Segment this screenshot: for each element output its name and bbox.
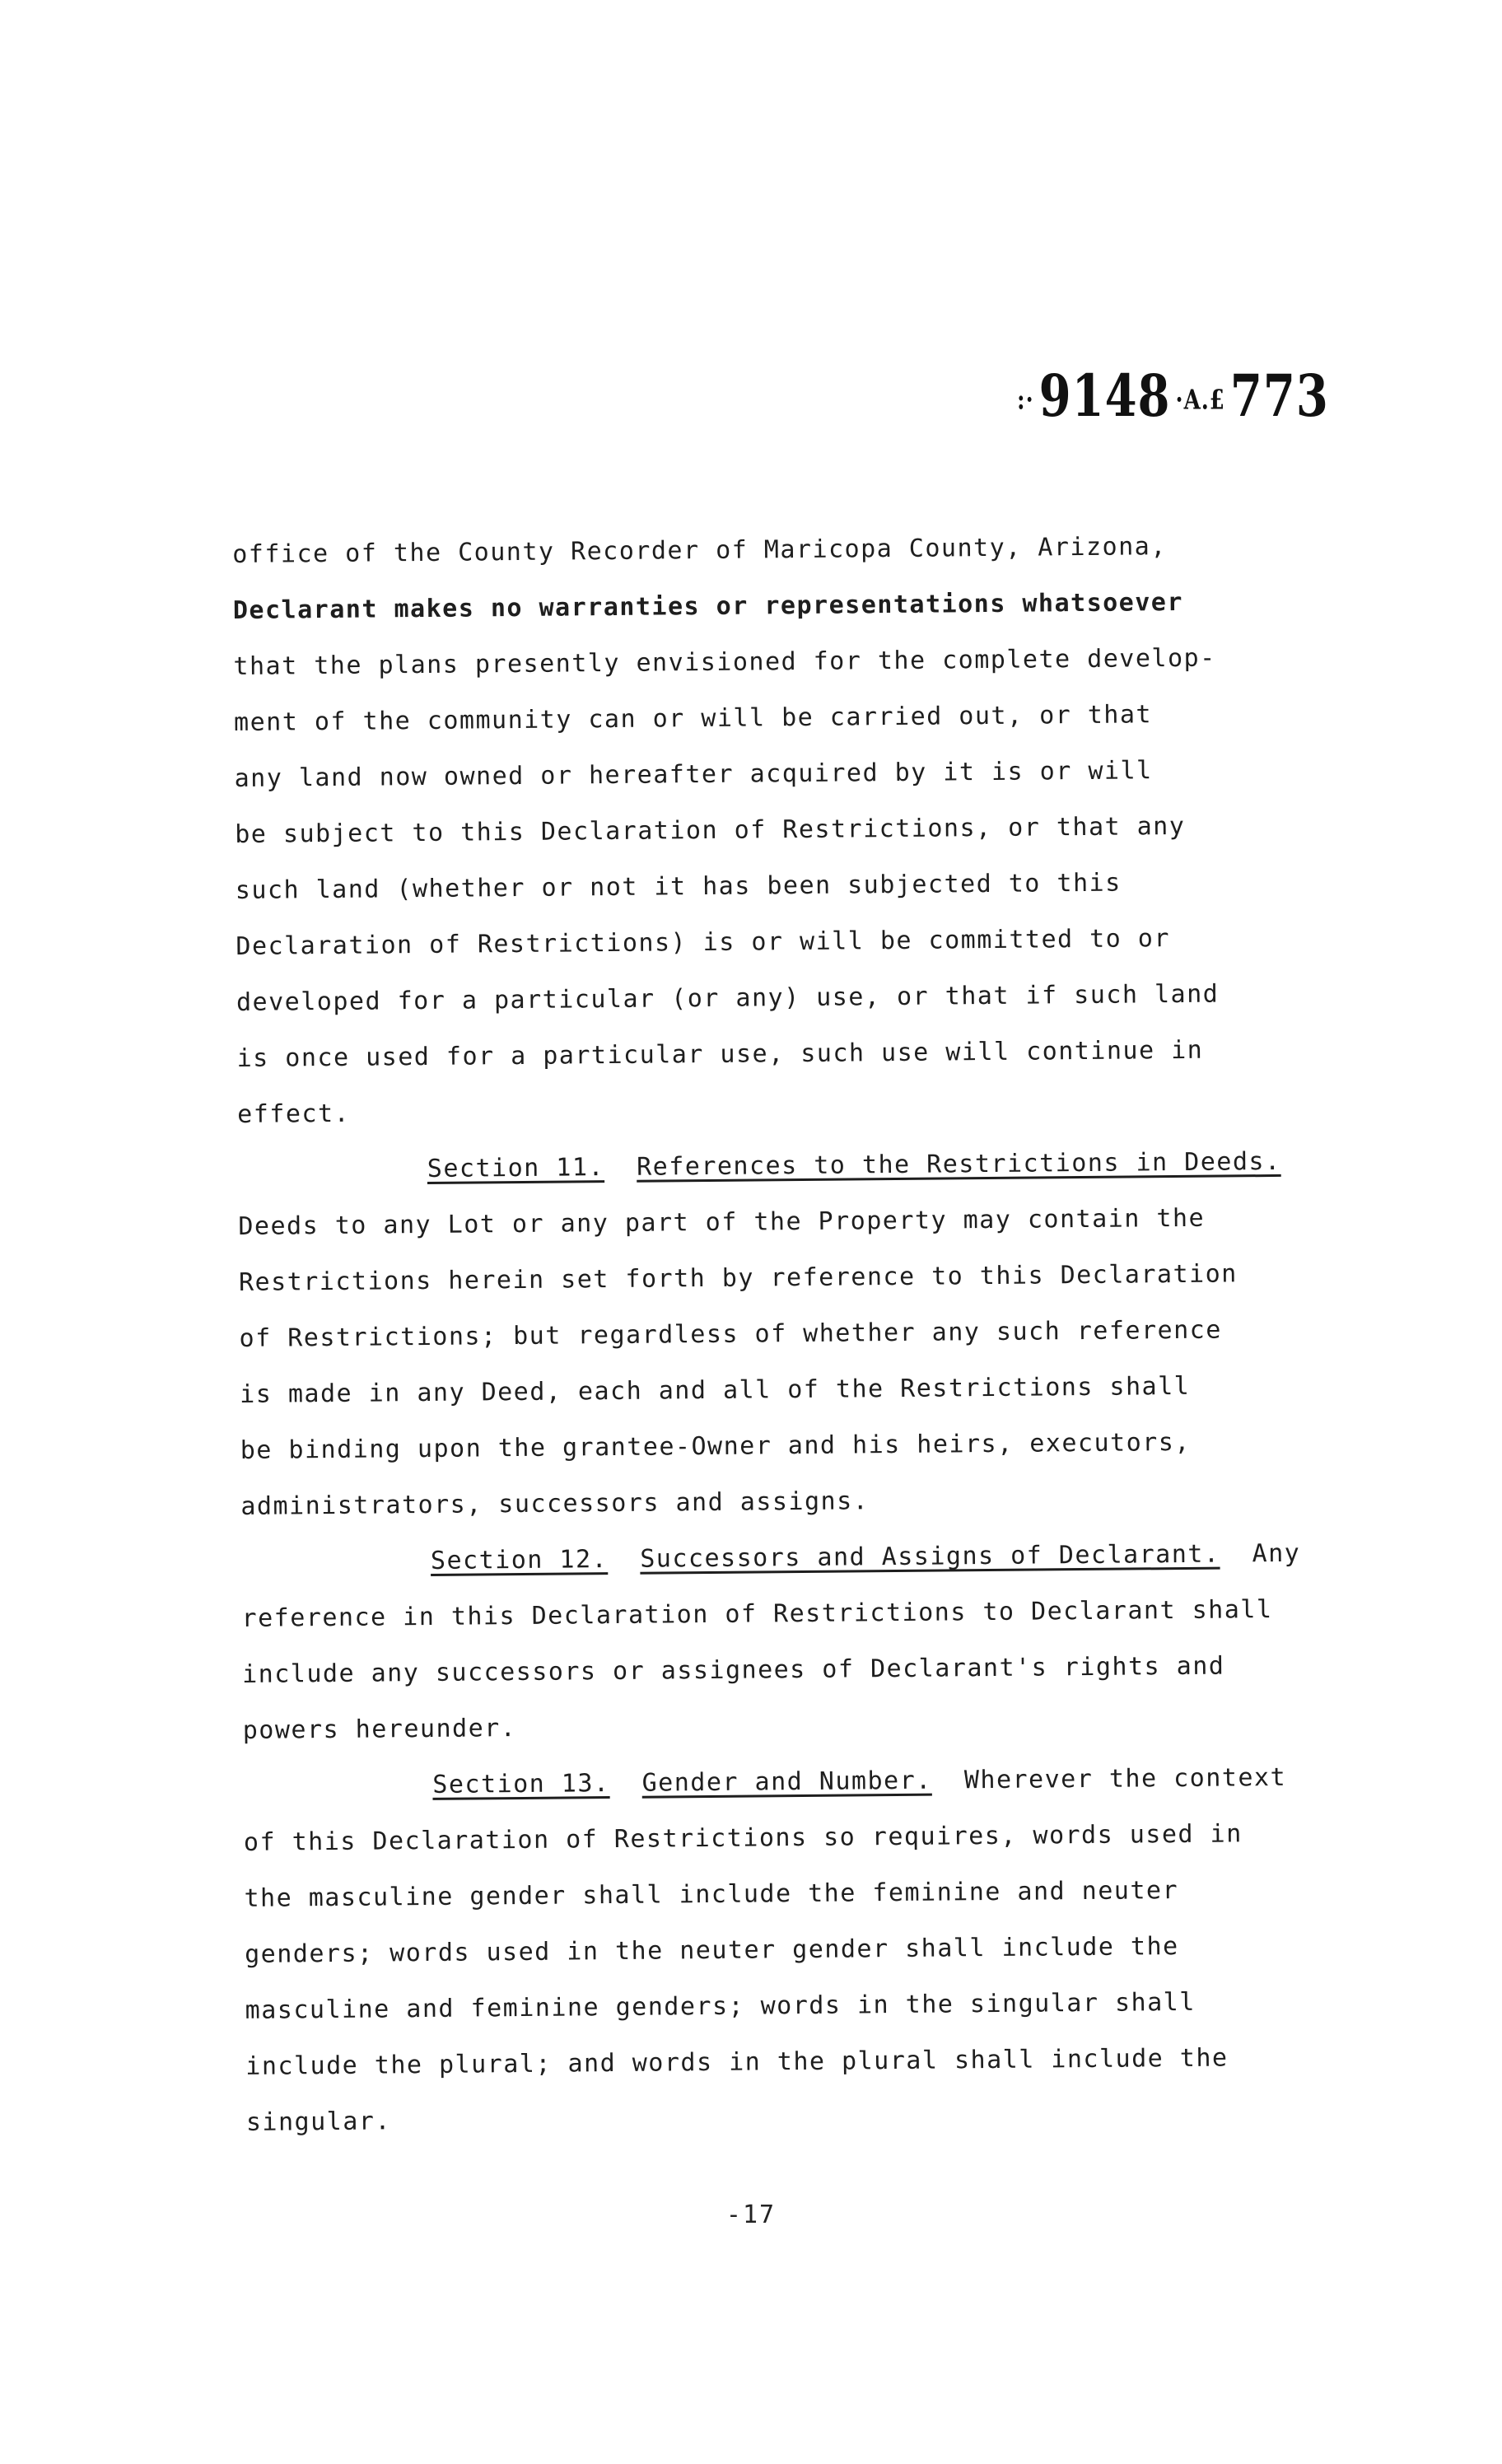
section-12-number: Section 12. [430,1545,609,1575]
body-line: masculine and feminine genders; words in the singular shall [245,1987,1196,2025]
section-13-number: Section 13. [432,1769,610,1799]
body-line: developed for a particular (or any) use, or that if such land [236,979,1220,1017]
body-line: include any successors or assignees of Declarant's rights and [242,1651,1225,1689]
page-number: -17 [725,2200,777,2229]
section-12-heading [241,1525,1370,1591]
body-line: of Restrictions; but regardless of whether any such reference [239,1315,1222,1353]
body-line: singular. [245,2107,392,2137]
body-line-bold: Declarant makes no warranties or representations whatsoever [232,587,1184,625]
stamp-page-number: 773 [1229,362,1329,431]
section-12-title: Successors and Assigns of Declarant. [640,1539,1220,1574]
body-line: such land (whether or not it has been subjected to this [235,868,1122,905]
section-13-heading [243,1749,1372,1815]
section-13-title: Gender and Number. [641,1766,932,1798]
section-11-number: Section 11. [427,1153,605,1183]
recording-stamp [1017,362,1329,431]
body-line: effect. [237,1099,351,1129]
body-line: ment of the community can or will be carried out, or that [233,700,1153,737]
section-11-heading [238,1133,1367,1199]
section-12-tail: Any [1252,1538,1301,1569]
body-line: the masculine gender shall include the feminine and neuter [244,1876,1179,1913]
section-11-title: References to the Restrictions in Deeds. [636,1146,1281,1182]
body-line: administrators, successors and assigns. [240,1486,870,1521]
stamp-separator: ·A.£ [1175,385,1225,417]
body-line: reference in this Declaration of Restrictions to Declarant shall [241,1595,1273,1633]
body-line: be binding upon the grantee-Owner and his heirs, executors, [240,1427,1192,1465]
body-line: is made in any Deed, each and all of the Restrictions shall [240,1371,1191,1409]
body-line: powers hereunder. [242,1714,517,1745]
section-13-tail: Wherever the context [963,1762,1287,1795]
body-line: Restrictions herein set forth by reference to this Declaration [238,1259,1238,1297]
body-line: that the plans presently envisioned for the complete develop- [233,643,1216,681]
body-line: is once used for a particular use, such use will continue in [236,1035,1204,1073]
body-line: include the plural; and words in the plural shall include the [245,2043,1229,2081]
stamp-book-number: 9148 [1038,362,1171,431]
stamp-prefix: :· [1017,385,1034,417]
body-line: be subject to this Declaration of Restrictions, or that any [235,811,1186,849]
body-line: office of the County Recorder of Maricopa County, Arizona, [232,532,1167,569]
body-line: Declaration of Restrictions) is or will be committed to or [236,924,1171,961]
document-body [232,517,1374,2151]
body-line: genders; words used in the neuter gender shall include the [244,1932,1179,1969]
body-line: Deeds to any Lot or any part of the Property may contain the [238,1203,1206,1241]
body-line [233,573,1362,639]
body-line: of this Declaration of Restrictions so requires, words used in [243,1819,1243,1857]
body-line: any land now owned or hereafter acquired by it is or will [234,756,1153,793]
